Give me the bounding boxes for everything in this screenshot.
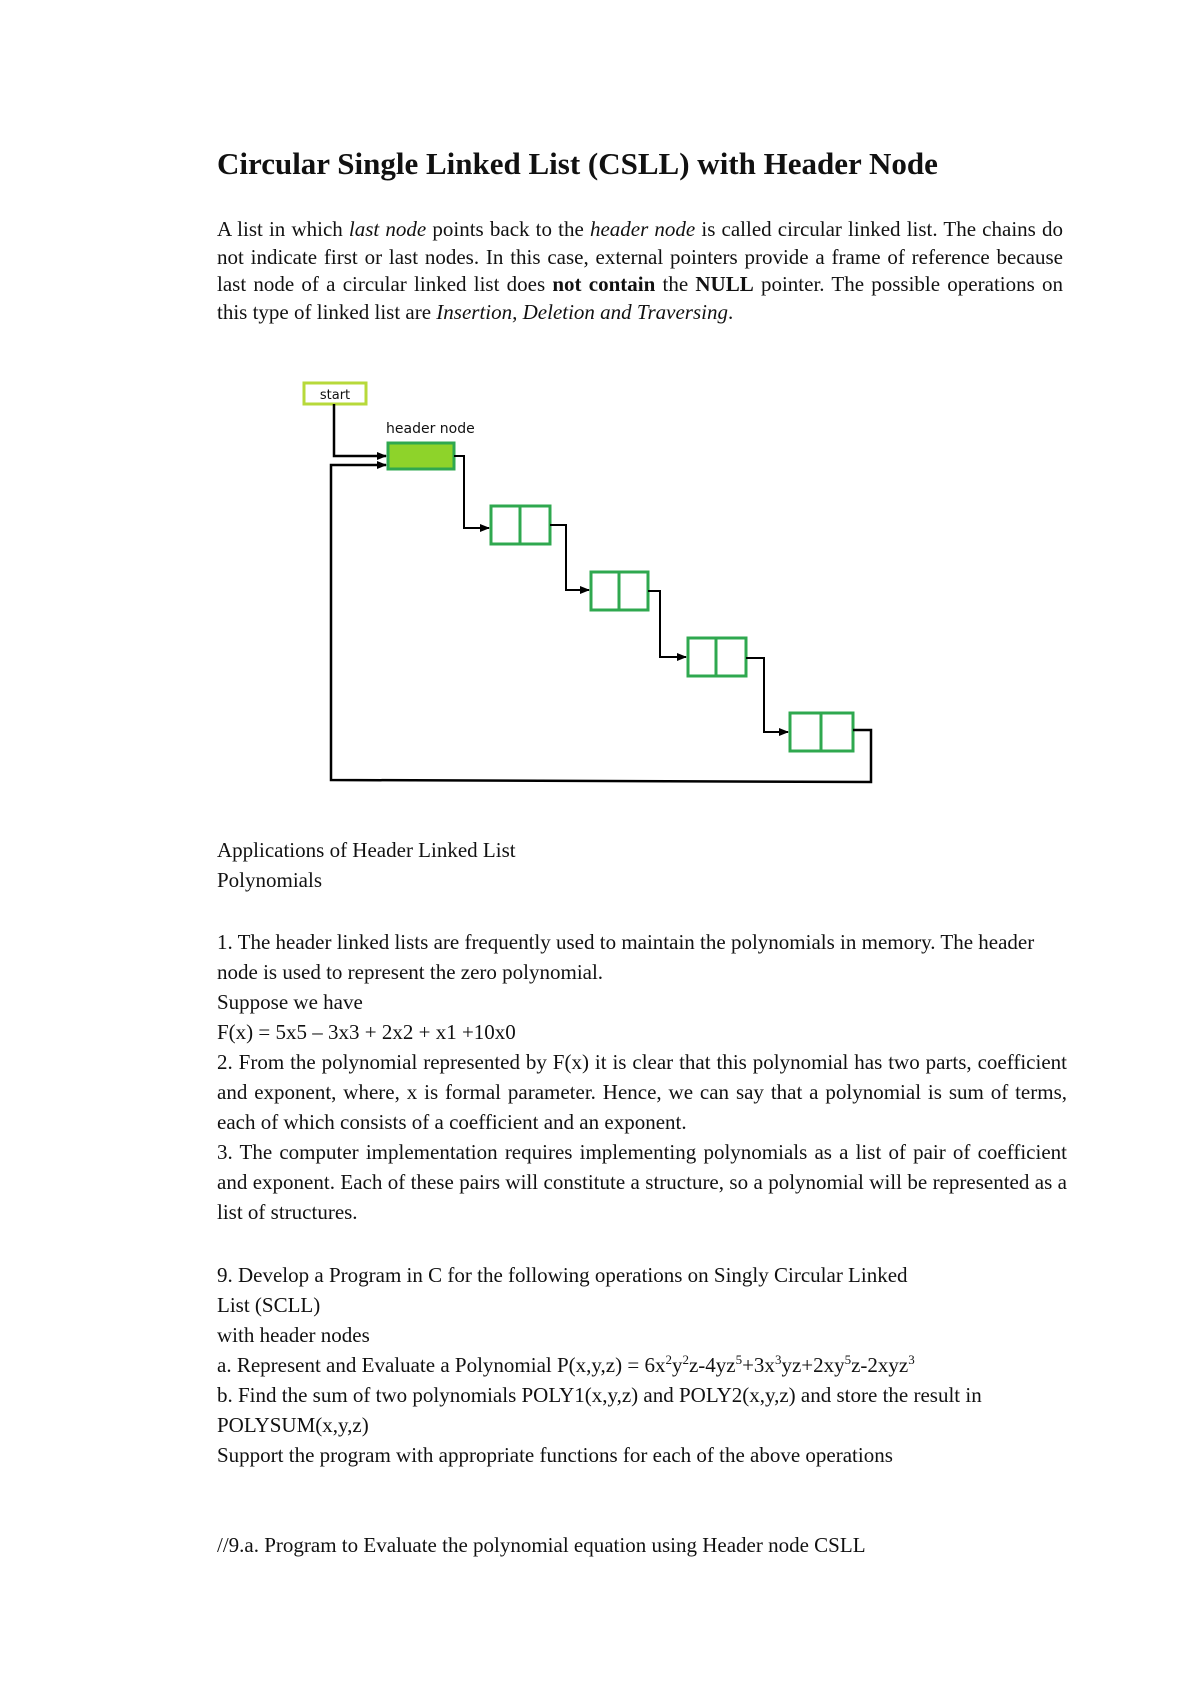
exponent: 2: [682, 1352, 689, 1367]
program-line-3: with header nodes: [217, 1323, 370, 1347]
exponent: 5: [735, 1352, 743, 1367]
start-pointer-arrow: [334, 404, 386, 456]
program-section: [217, 1260, 1067, 1470]
item-a-text: yz+2xy: [781, 1353, 845, 1377]
list-node-1: [491, 506, 550, 544]
suppose-text: Suppose we have: [217, 990, 363, 1014]
list-node-2: [591, 572, 648, 610]
exponent: 2: [665, 1352, 672, 1367]
exponent: 5: [844, 1352, 852, 1367]
applications-section: [217, 835, 1067, 895]
intro-text: A list in which: [217, 217, 349, 241]
intro-text: pointer. The possible operations on this type of linked list are: [217, 272, 1064, 324]
intro-emphasis-operations: Insertion, Deletion and Traversing: [436, 299, 728, 324]
program-item-a: [217, 1350, 1067, 1380]
intro-emphasis-header-node: header node: [589, 217, 696, 241]
program-line-2: List (SCLL): [217, 1293, 321, 1317]
point-1: 1. The header linked lists are frequently used to maintain the polynomials in memory. The header node is used to represent the zero polynomial.: [217, 930, 1035, 984]
comment-line: //9.a. Program to Evaluate the polynomial equation using Header node CSLL: [217, 1533, 866, 1557]
item-a-text: z-4yz: [688, 1353, 736, 1377]
list-node-3: [688, 638, 746, 676]
program-item-b: b. Find the sum of two polynomials POLY1(x,y,z) and POLY2(x,y,z) and store the result in POLYSUM(x,y,z): [217, 1383, 982, 1437]
item-a-text: z-2xyz: [851, 1353, 909, 1377]
program-support: Support the program with appropriate functions for each of the above operations: [217, 1443, 893, 1467]
point-2: 2. From the polynomial represented by F(x) it is clear that this polynomial has two parts, coefficient and exponent, where, x is formal parameter. Hence, we can say that a polynomial is sum of terms, each of which consists of a coefficient and an exponent.: [217, 1050, 1067, 1134]
program-comment: [217, 1530, 1067, 1560]
exponent: 3: [908, 1352, 915, 1367]
applications-subheading: Polynomials: [217, 868, 323, 892]
intro-bold-not-contain: not contain: [552, 272, 656, 297]
link-arrow-node-2-to-node-3: [648, 591, 686, 657]
start-label: start: [319, 388, 351, 403]
polynomial-points: [217, 927, 1067, 1227]
intro-text: .: [727, 299, 734, 324]
csll-diagram: [0, 0, 1200, 800]
program-line-1: 9. Develop a Program in C for the following operations on Singly Circular Linked: [217, 1263, 908, 1287]
intro-text: is called circular linked list. The chains do not indicate first or last nodes. In this case, external pointers provide a frame of reference because last node of a circular linked list does: [217, 217, 1063, 297]
applications-heading: Applications of Header Linked List: [217, 838, 516, 862]
page-title: Circular Single Linked List (CSLL) with Header Node: [217, 146, 938, 181]
item-a-text: a. Represent and Evaluate a Polynomial P(x,y,z) = 6x: [217, 1353, 666, 1377]
link-arrow-node-3-to-node-4: [746, 658, 788, 732]
intro-text: points back to the: [426, 217, 590, 241]
item-a-text: +3x: [742, 1353, 775, 1377]
header-node: [388, 443, 454, 469]
intro-bold-null: NULL: [695, 272, 754, 297]
item-a-text: y: [671, 1353, 683, 1377]
link-arrow-header-to-node-1: [454, 456, 489, 528]
exponent: 3: [774, 1352, 782, 1367]
point-3: 3. The computer implementation requires implementing polynomials as a list of pair of coefficient and exponent. Each of these pairs will constitute a structure, so a polynomial will be represented as a list of structures.: [217, 1140, 1067, 1224]
intro-text: the: [655, 272, 696, 297]
polynomial-fx: F(x) = 5x5 – 3x3 + 2x2 + x1 +10x0: [217, 1020, 516, 1044]
intro-emphasis-last-node: last node: [348, 217, 427, 241]
link-arrow-node-1-to-node-2: [550, 525, 589, 590]
header-node-label: header node: [386, 421, 475, 437]
list-node-4: [790, 713, 853, 751]
